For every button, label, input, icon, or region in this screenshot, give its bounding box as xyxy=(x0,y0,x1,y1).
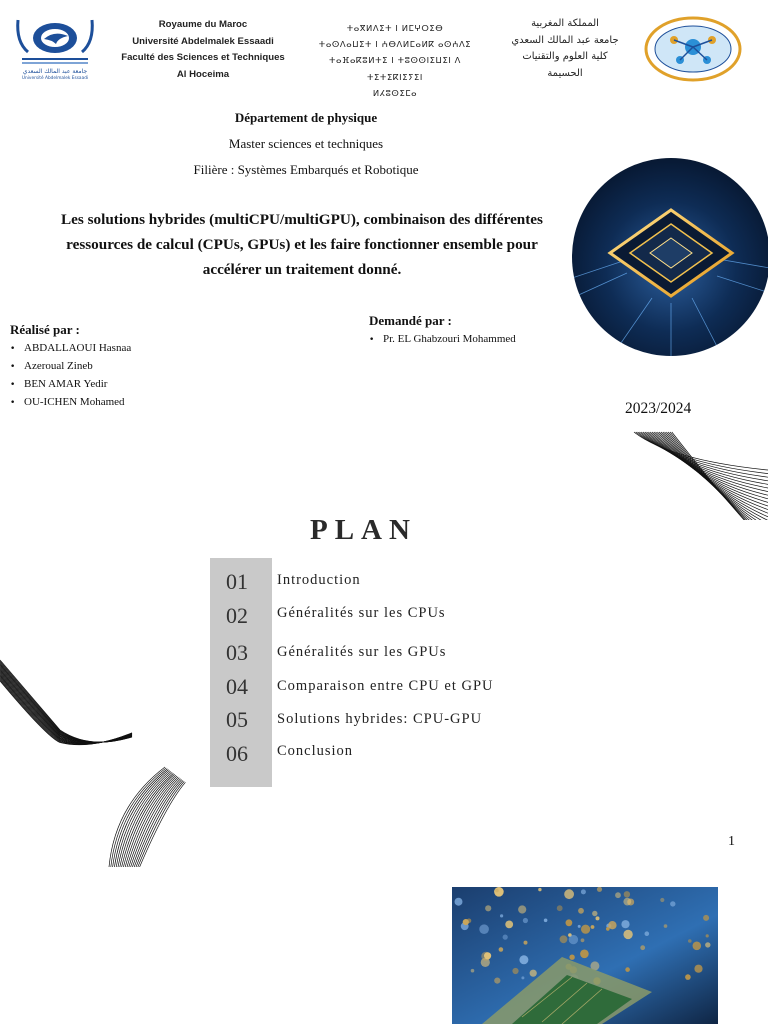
institution-line: ⵜⴰⵙⴷⴰⵡⵉⵜ ⵏ ⵄⴱⴷⵍⵎⴰⵍⴽ ⴰⵙⵄⴷⵉ xyxy=(318,39,472,50)
list-item xyxy=(10,376,131,394)
title-line: ressources de calcul (CPUs, GPUs) et les faire fonctionner ensemble pour xyxy=(66,236,538,253)
bullet-icon: • xyxy=(10,344,16,354)
bokeh-dot xyxy=(479,924,489,934)
bokeh-dot xyxy=(544,919,548,923)
bokeh-dot xyxy=(581,938,585,942)
plan-item-number: 06 xyxy=(226,741,248,766)
list-item xyxy=(10,340,131,358)
institution-line: Université Abdelmalek Essaadi xyxy=(132,35,274,47)
bokeh-dot xyxy=(670,901,675,906)
university-logo xyxy=(12,12,98,84)
institution-line: ⵜⴰⴼⴰⴽⵓⵍⵜⵉ ⵏ ⵜⵓⵙⵙⵏⵉⵡⵉⵏ ⴷ ⵜⵉⵜⵉⴽⵏⵉⵢⵉⵏ xyxy=(328,55,461,82)
bokeh-dot xyxy=(463,919,469,925)
bokeh-dot xyxy=(484,952,491,959)
bokeh-dot xyxy=(608,921,616,929)
logo-caption-arabic: جامعة عبد المالك السعدي xyxy=(22,68,88,75)
bokeh-dot xyxy=(569,935,578,944)
swirl-stroke xyxy=(0,670,132,743)
bokeh-dot xyxy=(591,925,595,929)
author-name: Azeroual Zineb xyxy=(24,360,93,372)
swirl-stroke xyxy=(0,669,132,743)
plan-item-label: Comparaison entre CPU et GPU xyxy=(277,678,494,694)
bokeh-dot xyxy=(581,889,586,894)
bokeh-dot xyxy=(485,905,491,911)
plan-item-label: Introduction xyxy=(277,572,361,588)
institution-arabic xyxy=(490,16,640,82)
swirl-stroke xyxy=(0,668,132,743)
bokeh-dot xyxy=(660,898,664,902)
document-header xyxy=(0,0,768,98)
title-line: Les solutions hybrides (multiCPU/multiGPU), combinaison des différentes xyxy=(61,211,543,228)
faculty-logo xyxy=(644,16,742,82)
institution-line: Faculté des Sciences et Techniques xyxy=(121,52,285,63)
swirl-stroke xyxy=(647,432,768,495)
filiere-name: Filière : Systèmes Embarqués et Robotique xyxy=(193,162,419,177)
bokeh-dot xyxy=(578,908,584,914)
bullet-icon: • xyxy=(369,335,375,345)
bullet-icon: • xyxy=(10,380,16,390)
bokeh-dot xyxy=(523,918,528,923)
bokeh-dot xyxy=(664,924,668,928)
page-number: 1 xyxy=(728,834,735,849)
plan-item-number: 03 xyxy=(226,640,248,665)
bokeh-dot xyxy=(566,919,573,926)
decorative-swirl xyxy=(0,655,140,755)
bokeh-dot xyxy=(499,947,504,952)
bokeh-dot xyxy=(512,968,518,974)
bokeh-dot xyxy=(578,925,581,928)
bokeh-dot xyxy=(645,931,650,936)
supervisor-heading: Demandé par : xyxy=(369,313,452,328)
bokeh-dot xyxy=(685,974,691,980)
processor-chip-image xyxy=(572,158,768,356)
list-item xyxy=(369,331,516,349)
author-name: BEN AMAR Yedir xyxy=(24,378,108,390)
logo-caption-french: Université Abdelmalek Essaadi xyxy=(21,76,89,81)
author-name: OU-ICHEN Mohamed xyxy=(24,396,125,408)
title-line: accélérer un traitement donné. xyxy=(202,261,402,278)
bokeh-dot xyxy=(505,921,513,929)
institution-line: المملكة المغربية xyxy=(531,18,599,29)
bokeh-dot xyxy=(623,930,632,939)
report-title xyxy=(12,207,592,282)
institution-tifinagh xyxy=(304,20,486,101)
supervisor-list xyxy=(369,331,516,349)
list-item xyxy=(10,394,131,412)
plan-item-number: 02 xyxy=(226,603,248,628)
plan-item-label: Solutions hybrides: CPU-GPU xyxy=(277,711,483,727)
institution-line: Royaume du Maroc xyxy=(158,19,248,30)
bokeh-dot xyxy=(623,898,631,906)
program-name: Master sciences et techniques xyxy=(228,136,384,151)
bokeh-dot xyxy=(530,970,537,977)
bokeh-dot xyxy=(615,892,621,898)
bokeh-dot xyxy=(624,891,630,897)
bokeh-dot xyxy=(705,942,710,947)
supervisor-name: Pr. EL Ghabzouri Mohammed xyxy=(383,333,516,345)
bokeh-dot xyxy=(694,965,702,973)
swirl-stroke xyxy=(645,432,768,492)
bokeh-dot xyxy=(519,955,528,964)
bokeh-dot xyxy=(706,934,709,937)
bokeh-dot xyxy=(606,927,610,931)
academic-year: 2023/2024 xyxy=(625,400,692,417)
bokeh-dot xyxy=(518,905,526,913)
bokeh-dot xyxy=(471,969,475,973)
list-item xyxy=(10,358,131,376)
bokeh-dot xyxy=(596,916,600,920)
bokeh-dot xyxy=(625,967,630,972)
bullet-icon: • xyxy=(10,362,16,372)
institution-line: جامعة عبد المالك السعدي xyxy=(511,34,619,46)
bokeh-dot xyxy=(500,914,503,917)
institution-line: الحسيمة xyxy=(547,67,583,79)
institution-french xyxy=(110,17,296,83)
bokeh-dot xyxy=(640,945,645,950)
bokeh-dot xyxy=(560,935,568,943)
bokeh-dot xyxy=(557,905,563,911)
swirl-stroke xyxy=(650,432,768,502)
authors-list xyxy=(10,340,131,412)
department-name: Département de physique xyxy=(234,110,378,125)
bokeh-dot xyxy=(693,942,702,951)
bokeh-dot xyxy=(703,915,709,921)
bokeh-dot xyxy=(564,889,574,899)
bokeh-dot xyxy=(569,955,574,960)
circuit-board-photo xyxy=(452,887,718,1024)
decorative-swirl xyxy=(630,430,768,520)
authors-heading: Réalisé par : xyxy=(10,322,80,337)
bokeh-dot xyxy=(581,925,590,934)
institution-line: Al Hoceima xyxy=(176,68,230,80)
bokeh-dot xyxy=(494,978,500,984)
bokeh-dot xyxy=(688,939,692,943)
plan-item-label: Généralités sur les CPUs xyxy=(277,605,446,621)
author-name: ABDALLAOUI Hasnaa xyxy=(24,342,132,354)
bokeh-dot xyxy=(521,976,524,979)
institution-line: ⵍⵃⵓⵙⵉⵎⴰ xyxy=(372,87,418,98)
bokeh-dot xyxy=(524,941,528,945)
institution-line: كلية العلوم والتقنيات xyxy=(522,51,608,62)
plan-item-label: Généralités sur les GPUs xyxy=(277,644,447,660)
bokeh-dot xyxy=(503,935,508,940)
plan-item-number: 05 xyxy=(226,707,248,732)
swirl-stroke xyxy=(0,671,132,743)
institution-line: ⵜⴰⴳⵍⴷⵉⵜ ⵏ ⵍⵎⵖⵔⵉⴱ xyxy=(346,23,444,33)
bokeh-dot xyxy=(592,911,597,916)
plan-item-number: 04 xyxy=(226,674,248,699)
plan-item-label: Conclusion xyxy=(277,743,354,759)
bokeh-dot xyxy=(621,920,629,928)
decorative-swirl xyxy=(105,765,190,867)
plan-title: PLAN xyxy=(310,514,417,546)
bullet-icon: • xyxy=(10,398,16,408)
bokeh-dot xyxy=(494,887,504,897)
bokeh-dot xyxy=(538,888,541,891)
bokeh-dot xyxy=(455,898,463,906)
plan-item-number: 01 xyxy=(226,569,248,594)
bokeh-dot xyxy=(580,950,589,959)
bokeh-dot xyxy=(495,889,499,893)
